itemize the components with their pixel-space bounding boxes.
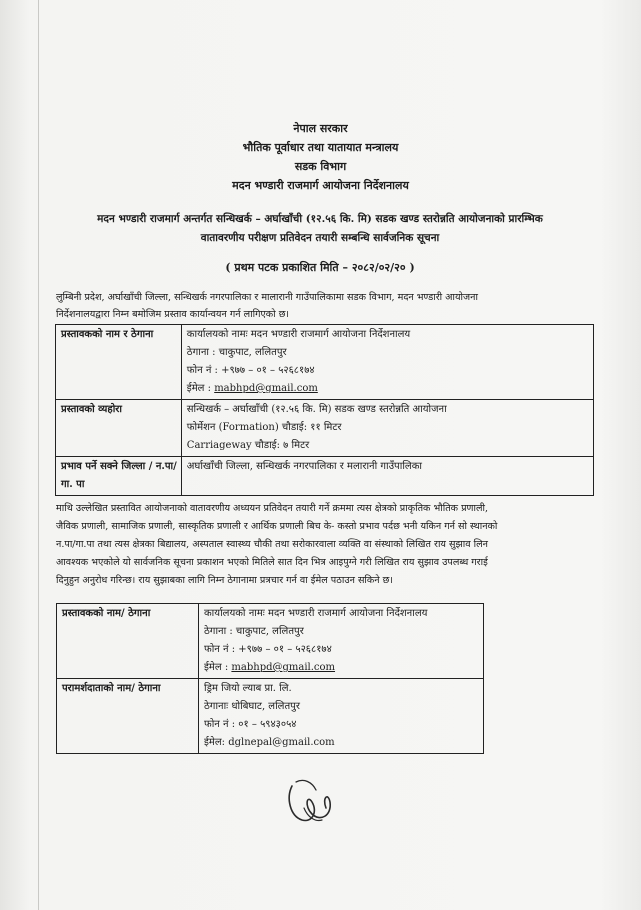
proposer-phone-2: फोन नं : +९७७ – ०१ – ५२६८१७४ [204,644,332,655]
proposer-phone: फोन नं : +९७७ – ०१ – ५२६८१७४ [186,365,315,376]
consultant-email-link[interactable]: dglnepal@gmail.com [228,737,335,748]
proposer-address: ठेगाना : चाकुपाट, ललितपुर [186,347,287,358]
proposer-email-line [187,380,589,398]
table-row [56,457,594,496]
notice-title-line2: वातावरणीय परीक्षण प्रतिवेदन तयारी सम्बन्धि सार्वजनिक सूचना [200,232,440,244]
body-line2: जैविक प्रणाली, सामाजिक प्रणाली, सास्कृतिक प्रणाली र आर्थिक प्रणाली बिच के- कस्तो प्रभाव पर्दछ भनी यकिन गर्न सो स्थानको [56,521,498,532]
page-fold-line [38,0,39,910]
consultant-phone: फोन नं : ०१ – ५९४३०५४ [204,719,297,730]
body-paragraph [56,500,604,590]
consultant-details [199,679,484,754]
proposer-address-2: ठेगाना : चाकुपाट, ललितपुर [204,626,304,637]
affected-area-label [56,457,182,496]
project-name: सन्धिखर्क – अर्घाखाँची (१२.५६ कि. मि) सडक खण्ड स्तरोन्नति आयोजना [186,404,447,415]
consultant-label: परामर्शदाताको नाम/ ठेगाना [57,679,199,754]
email-prefix: ईमेल : [186,383,215,394]
header-directorate: मदन भण्डारी राजमार्ग आयोजना निर्देशनालय [232,179,409,192]
proposer-office-name-2: कार्यालयको नामः मदन भण्डारी राजमार्ग आयोजना निर्देशनालय [204,608,428,619]
email-prefix: ईमेल : [204,662,232,673]
proposal-info-table [55,324,594,496]
proposal-detail-label: प्रस्तावको व्यहोरा [56,400,182,457]
proposer-details-2 [199,604,484,679]
contact-info-table [56,603,484,754]
proposer-email-link-2[interactable]: mabhpd@gmail.com [231,662,336,673]
body-line4: आवश्यक भएकोले यो सार्वजनिक सूचना प्रकाशन भएको मितिले सात दिन भित्र आइपुग्ने गरी लिखित राय सुझाव उपलब्ध गराई [56,557,488,568]
body-line1: माथि उल्लेखित प्रस्तावित आयोजनाको वातावरणीय अध्ययन प्रतिवेदन तयारी गर्ने क्रममा त्यस क्षेत्रको प्राकृतिक भौतिक प्रणाली, [56,503,488,514]
consultant-name: ड्रिम जियो ल्याब प्रा. लि. [204,683,292,694]
body-line5: दिनुहुन अनुरोध गरिन्छ। राय सुझाबका लागि निम्न ठेगानामा प्रत्रचार गर्न वा ईमेल पठाउन सकिने छ। [56,575,394,586]
publish-date: ( प्रथम पटक प्रकाशित मिति – २०८२/०२/२० ) [225,261,415,274]
table-row [56,400,594,457]
table-row [57,604,484,679]
email-prefix: ईमेल: [204,737,229,748]
proposer-office-name: कार्यालयको नामः मदन भण्डारी राजमार्ग आयोजना निर्देशनालय [186,329,411,340]
affected-area-details [181,457,593,496]
affected-districts: अर्घाखाँची जिल्ला, सन्धिखर्क नगरपालिका र मलारानी गाउँपालिका [186,461,422,472]
header-ministry: भौतिक पूर्वाधार तथा यातायात मन्त्रालय [242,141,399,154]
signature-mark [282,772,340,830]
consultant-address: ठेगानाः धोबिघाट, ललितपुर [204,701,300,712]
proposer-email-link[interactable]: mabhpd@gmail.com [214,383,318,394]
proposer-label-2: प्रस्तावकको नाम/ ठेगाना [57,604,199,679]
proposer-details [181,325,593,400]
intro-line1: लुम्बिनी प्रदेश, अर्घाखाँची जिल्ला, सन्धिखर्क नगरपालिका र मालारानी गाउँपालिकामा सडक विभाग, मदन भण्डारी आयोजना [56,292,478,303]
body-line3: न.पा/गा.पा तथा त्यस क्षेत्रका बिद्यालय, अस्पताल स्वास्थ्य चौकी तथा सरोकारवाला व्यक्ति वा संस्थाको लिखित राय सुझाव लिन [56,539,488,550]
formation-width: फोर्मेशन (Formation) चौडाई: ११ मिटर [186,422,342,433]
header-department: सडक विभाग [294,160,347,173]
consultant-email-line [204,734,479,752]
proposer-email-line-2 [204,659,479,677]
table-row [57,679,484,754]
affected-area-label-line1: प्रभाव पर्ने सक्ने जिल्ला / न.पा/ [61,461,177,472]
table-row [56,325,594,400]
notice-title-line1: मदन भण्डारी राजमार्ग अन्तर्गत सन्धिखर्क – अर्घाखाँची (१२.५६ कि. मि) सडक खण्ड स्तरोन्नति आयोजनाको प्रारम्भिक [97,213,543,225]
proposer-label: प्रस्तावकको नाम र ठेगाना [56,325,182,400]
proposal-details [181,400,593,457]
intro-line2: निर्देशनालयद्वारा निम्न बमोजिम प्रस्ताव कार्यान्वयन गर्न लागिएको छ। [56,309,290,320]
carriageway-width: Carriageway चौडाई: ७ मिटर [186,440,310,451]
header-government: नेपाल सरकार [293,122,348,135]
affected-area-label-line2: गा. पा [61,479,85,490]
